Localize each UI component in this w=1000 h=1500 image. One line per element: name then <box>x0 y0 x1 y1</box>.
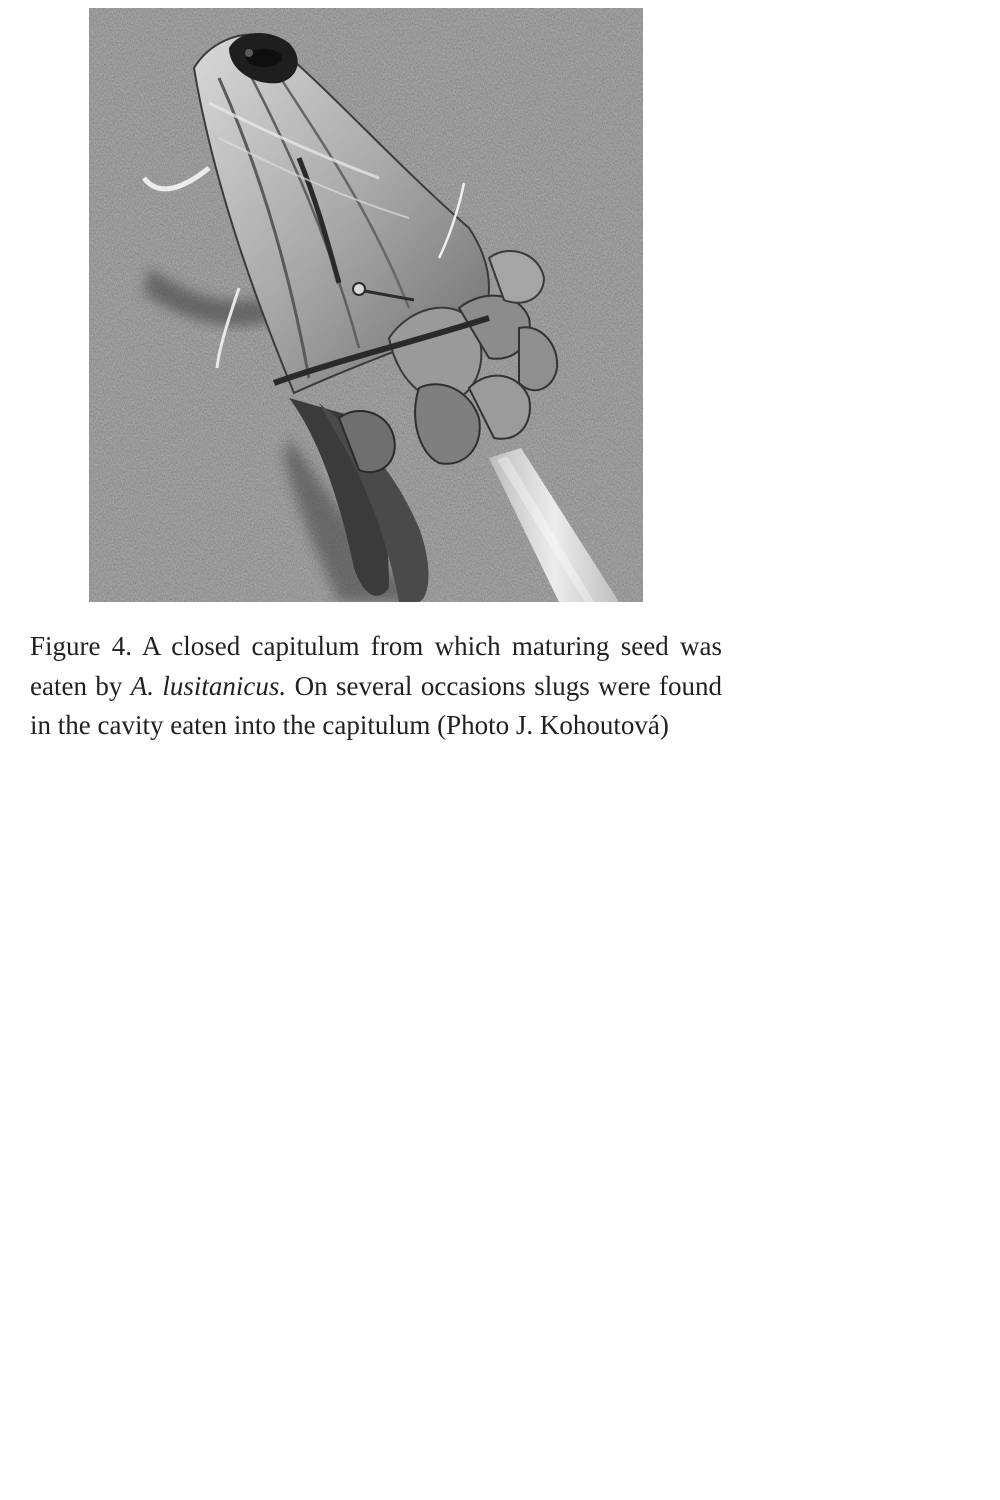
figure-photo <box>89 8 643 602</box>
caption-lead: Figure 4. A closed capitulum from which maturing seed was eaten by <box>30 631 722 701</box>
caption-species: A. lusitanicus. <box>130 670 287 701</box>
caption-rest: On several occasions slugs were found in the cavity eaten into the capitulum (Photo J. Kohoutová) <box>30 670 722 740</box>
figure-caption <box>30 627 722 746</box>
